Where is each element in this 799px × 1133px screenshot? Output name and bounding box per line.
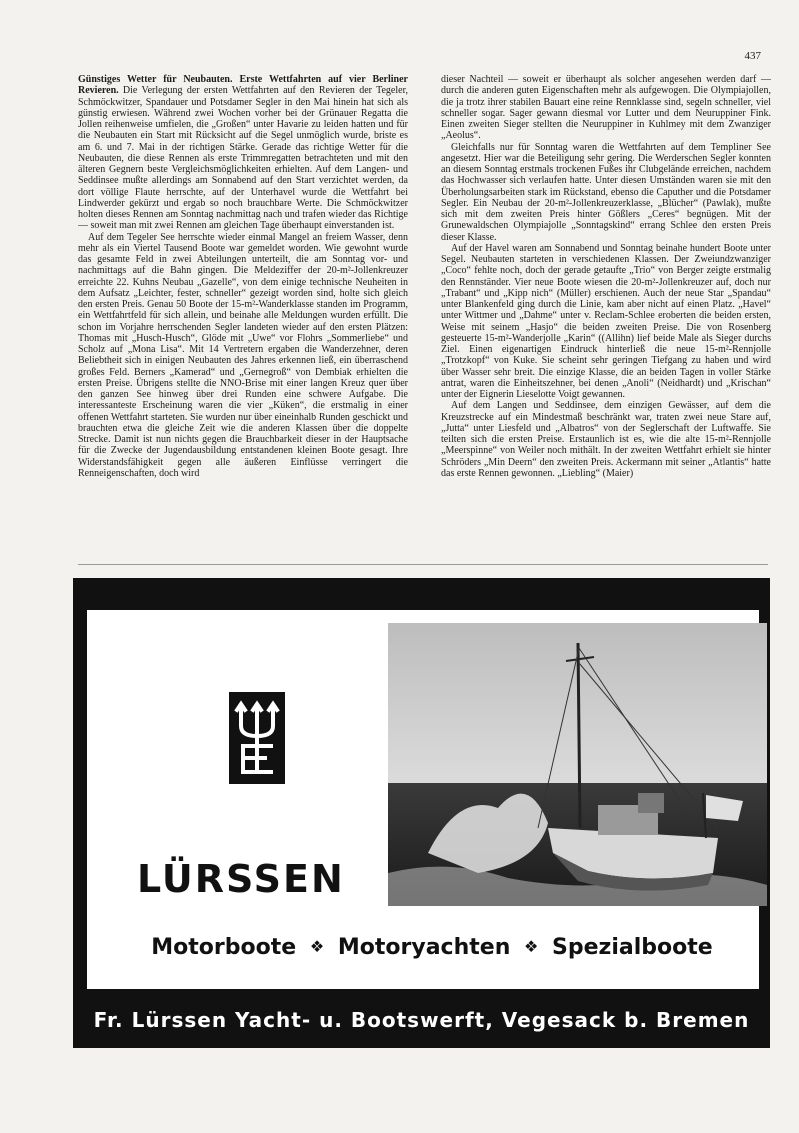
advertisement-panel: [87, 610, 759, 989]
article-heading: Günstiges Wetter für Neubauten. Erste Wettfahrten auf vier Berliner Revieren.: [78, 74, 408, 97]
page-number: 437: [744, 50, 761, 62]
article-paragraph: [78, 74, 408, 232]
diamond-separator-icon: ❖: [309, 937, 325, 956]
article-column-right: [441, 74, 771, 544]
product-spezialboote: Spezialboote: [552, 935, 713, 960]
brand-name: LÜRSSEN: [137, 857, 345, 901]
article-text: Die Verlegung der ersten Wettfahrten auf den Revieren der Tegeler, Schmöckwitzer, Spandauer und Potsdamer Segler in den Mai hinein hat sich als günstig erwiesen. Während zwei Wochen vorher bei der Grünauer Regatta die Jollen reihenweise umfielen, die „Großen“ unter Havarie zu leiden hatten und für die Neubauten ein Start mit Rücksicht auf die Segel unmöglich wurde, briste es am 6. und 7. Mai in der richtigen Stärke. Gerade das richtige Wetter für die Neubauten, die diese Rennen als erste Trimmregatten betrachteten und mit den älteren Gegnern beste Vergleichsmöglichkeiten erhielten. Auf dem Langen- und Seddinsee mußte allerdings am Sonnabend auf den Start verzichtet werden, da dort völlige Flaute herrschte, auf der Unterhavel wurde die Wettfahrt bei Lindwerder gekürzt und ergab so noch brauchbare Werte. Die Schmöckwitzer holten dieses Rennen am Sonntag nachmittag nach und trafen wieder das Richtige — soweit man mit zwei Rennen am gleichen Tage überhaupt einverstanden ist.: [78, 85, 408, 232]
luerssen-advertisement: [73, 578, 770, 1048]
company-address-banner: Fr. Lürssen Yacht- u. Bootswerft, Vegesack b. Bremen: [93, 1008, 750, 1032]
article-paragraph: Auf dem Langen und Seddinsee, dem einzigen Gewässer, auf dem die Kreuzstrecke auf ein Mindestmaß beschränkt war, traten zwei neue Stare auf, „Jutta“ unter Liesfeld und „Albatros“ von der Seglerschaft der Luftwaffe. Sie teilten sich die ersten Preise. Erstaunlich ist es, wie die alte 15-m²-Rennjolle „Meerspinne“ von Weiler noch mithält. In der zweiten Wettfahrt erhielt sie hinter Schröders „Min Deern“ den zweiten Preis. Ackermann mit seiner „Atlantis“ hatte das erste Rennen gewonnen. „Liebling“ (Maier): [441, 400, 771, 479]
article-column-left: [78, 74, 408, 544]
article-paragraph: dieser Nachteil — soweit er überhaupt als solcher angesehen werden darf — durch die anderen guten Eigenschaften mehr als aufgewogen. Die Olympiajollen, die ja trotz ihrer stabilen Bauart eine reine Rennklasse sind, segeln schneller, viel schneller sogar. Sager gewann diesmal vor Lutter und dem Neuruppiner Fink. Einen zweiten Sieger stellten die Neuruppiner in Kuhlmey mit dem Zwanziger „Aeolus“.: [441, 74, 771, 142]
column-divider-line: [78, 564, 768, 565]
article-paragraph: Gleichfalls nur für Sonntag waren die Wettfahrten auf dem Templiner See angesetzt. Hier war die Beteiligung sehr gering. Die Werderschen Segler konnten an diesem Sonntag erstmals trockenen Fußes ihr Clubgelände erreichen, nachdem das Hochwasser sich verlaufen hatte. Unter diesen Umständen waren sie mit den Überholungsarbeiten stark im Rückstand, ebenso die Caputher und die Potsdamer Segler. Ein Neubau der 20-m²-Jollenkreuzerklasse, „Blücher“ (Pawlak), mußte sich mit dem zweiten Preis hinter Gößlers „Ceres“ begnügen. Mit der Grunewaldschen Olympiajolle „Sonntagskind“ errang Schlee den ersten Preis dieser Klasse.: [441, 141, 771, 243]
diamond-separator-icon: ❖: [524, 937, 539, 956]
product-line: [127, 935, 737, 960]
luerssen-trident-logo-icon: [229, 692, 285, 784]
article-paragraph: Auf der Havel waren am Sonnabend und Sonntag beinahe hundert Boote unter Segel. Neubauten starteten in verschiedenen Klassen. Der Zweiundzwanziger „Coco“ fehlte noch, doch der gerade getaufte „Trio“ von Berger zeigte erstmalig den Rennständer. Vier neue Boote wiesen die 20-m²-Jollenkreuzer auf, doch nur „Trabant“ und „Kipp nich“ (Müller) erschienen. Auch der neue Star „Spandau“ unter Blankenfeld ging durch die Linie, kam aber nicht auf einen Platz. „Havel“ unter Wittmer und „Dahme“ unter v. Reclam-Schlee eroberten die beiden ersten, Weise mit seinem „Hasjo“ die beiden zweiten Preise. Die von Rosenberg gesteuerte 15-m²-Wanderjolle „Karin“ ((Allihn) lief beide Male als Sieger durchs Ziel. Einen eigenartigen Eindruck hinterließ die neue 15-m²-Rennjolle „Trotzkopf“ von Kuke. Sie scheint sehr geringen Tiefgang zu haben und wird über Wasser sehr breit. Die einzige Klasse, die an beiden Tagen in voller Stärke antrat, waren die Einheitszehner, bei denen „Anoli“ (Neidhardt) und „Krischan“ unter der Eignerin Lieselotte Voigt gewannen.: [441, 242, 771, 400]
product-motoryachten: Motoryachten: [337, 935, 511, 960]
motor-yacht-photo-icon: [388, 623, 767, 906]
product-motorboote: Motorboote: [151, 935, 297, 960]
article-paragraph: Auf dem Tegeler See herrschte wieder einmal Mangel an freiem Wasser, denn mehr als ein Viertel Tausend Boote war gemeldet worden. Wie gewohnt wurde das gesamte Feld in zwei Abteilungen unterteilt, die am Sonntag vor- und nachmittags auf die Bahn gingen. Die Meldeziffer der 20-m²-Jollenkreuzer erreichte 22. Kuhns Neubau „Gazelle“, von dem einige technische Neuheiten in dem Aufsatz „Leichter, fester, schneller“ gezeigt worden sind, holte sich gleich den ersten Preis. Genau 50 Boote der 15-m²-Wanderklasse standen im Programm, ein Wettfahrtfeld für sich allein, und beinahe alle Meldungen wurden erfüllt. Die schon im Vorjahre herrschenden Segler landeten wieder auf den ersten Plätzen: Thomas mit „Husch-Husch“, Glöde mit „Uwe“ vor Flohrs „Sommerliebe“ und Scholz auf „Mona Lisa“. Mit 14 Vertretern ergaben die Wanderzehner, deren Beliebtheit sich in einigen Neubauten des Jahres erkennen ließ, ein überraschend großes Feld. Berners „Kamerad“ und „Gernegroß“ von Dembiak erhielten die ersten Preise. Übrigens stellte die NNO-Brise mit einer langen Kreuz quer über den ganzen See hinweg über drei Runden eine schwere Aufgabe. Die interessanteste Erscheinung waren die vier „Küken“, die erstmalig in einer offenen Wettfahrt starteten. Sie wurden nur über eineinhalb Runden geschickt und brauchten etwa die gleiche Zeit wie die anderen Klassen über die doppelte Strecke. Damit ist nun nichts gegen die Brauchbarkeit dieser in der Hauptsache für die Zwecke der Jugendausbildung entstandenen kleinen Boote gesagt. Ihre Widerstandsfähigkeit gegen alle äußeren Einflüsse verringert die Renneigenschaften, doch wird: [78, 231, 408, 479]
